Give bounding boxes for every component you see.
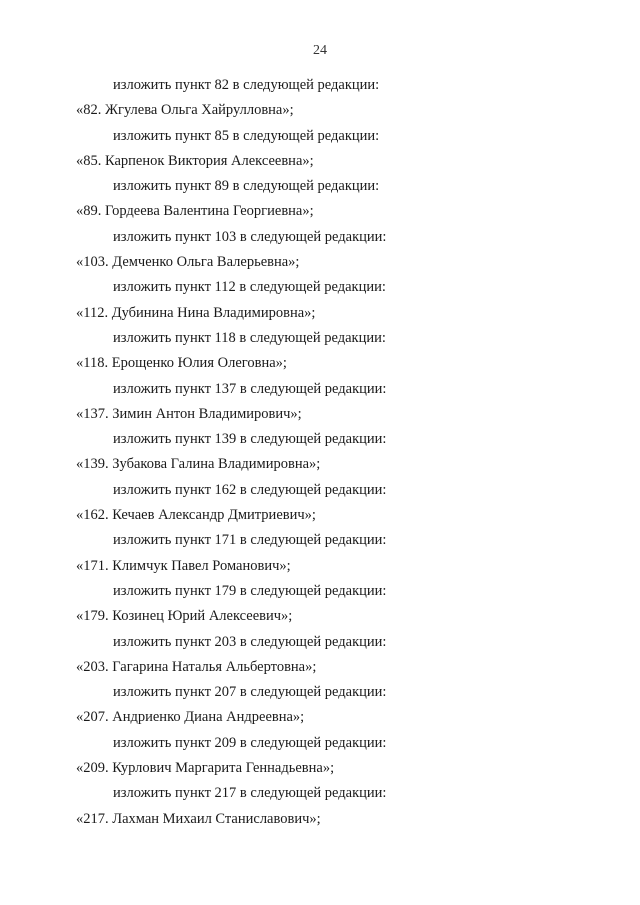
entry-line: «139. Зубакова Галина Владимировна»; — [76, 456, 321, 473]
instruction-line: изложить пункт 82 в следующей редакции: — [113, 77, 380, 93]
page-number: 24 — [313, 43, 327, 58]
entry-line: «112. Дубинина Нина Владимировна»; — [76, 304, 316, 321]
instruction-line: изложить пункт 139 в следующей редакции: — [113, 431, 387, 448]
entry-line: «82. Жгулева Ольга Хайрулловна»; — [76, 102, 294, 119]
instruction-line: изложить пункт 209 в следующей редакции: — [113, 734, 387, 751]
entry-line: «118. Ерощенко Юлия Олеговна»; — [76, 355, 287, 372]
entry-line: «207. Андриенко Диана Андреевна»; — [76, 709, 305, 726]
instruction-line: изложить пункт 89 в следующей редакции: — [113, 178, 380, 195]
entry-line: «89. Гордеева Валентина Георгиевна»; — [76, 203, 314, 220]
entry-line: «179. Козинец Юрий Алексеевич»; — [76, 608, 293, 625]
entry-line: «137. Зимин Антон Владимирович»; — [76, 405, 302, 422]
entry-line: «85. Карпенок Виктория Алексеевна»; — [76, 152, 314, 169]
instruction-line: изложить пункт 217 в следующей редакции: — [113, 785, 387, 802]
instruction-line: изложить пункт 118 в следующей редакции: — [113, 329, 386, 346]
entry-line: «171. Климчук Павел Романович»; — [76, 557, 291, 574]
instruction-line: изложить пункт 203 в следующей редакции: — [113, 633, 387, 650]
entry-line: «217. Лахман Михаил Станиславович»; — [76, 810, 321, 827]
entry-line: «162. Кечаев Александр Дмитриевич»; — [76, 507, 316, 524]
instruction-line: изложить пункт 162 в следующей редакции: — [113, 481, 387, 498]
instruction-line: изложить пункт 207 в следующей редакции: — [113, 684, 387, 701]
instruction-line: изложить пункт 137 в следующей редакции: — [113, 380, 387, 397]
instruction-line: изложить пункт 103 в следующей редакции: — [113, 228, 387, 245]
instruction-line: изложить пункт 171 в следующей редакции: — [113, 532, 387, 549]
document-body — [0, 73, 640, 832]
entry-line: «103. Демченко Ольга Валерьевна»; — [76, 254, 300, 271]
entry-line: «203. Гагарина Наталья Альбертовна»; — [76, 658, 317, 675]
instruction-line: изложить пункт 179 в следующей редакции: — [113, 582, 387, 599]
instruction-line: изложить пункт 112 в следующей редакции: — [113, 279, 386, 296]
entry-line: «209. Курлович Маргарита Геннадьевна»; — [76, 760, 335, 777]
instruction-line: изложить пункт 85 в следующей редакции: — [113, 127, 380, 144]
